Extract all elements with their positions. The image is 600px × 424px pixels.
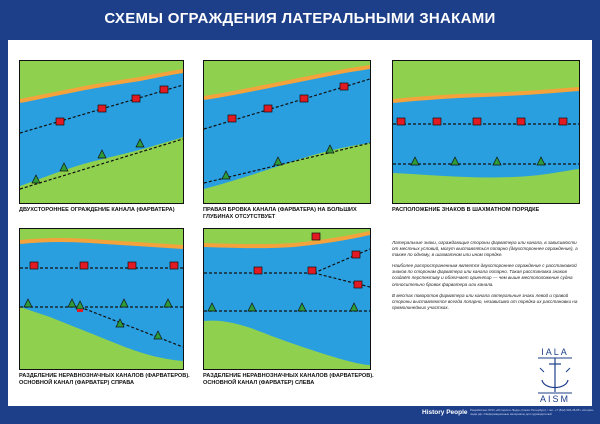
- port-buoy: [517, 118, 525, 125]
- starboard-buoy: [154, 331, 162, 339]
- description-paragraph: Латеральные знаки, ограждающие стороны фарватера или канала, в зависимости от местных условий, могут выставляться попарно (двухстороннее ограждение), а также по одному, в шахматном или ином порядке.: [392, 240, 578, 258]
- starboard-buoy: [136, 139, 144, 147]
- starboard-buoy: [274, 157, 282, 165]
- preferred-channel-mark: [76, 301, 84, 312]
- port-buoy: [312, 233, 320, 240]
- scheme-right-edge-absent: [203, 60, 371, 204]
- port-buoy: [308, 267, 316, 274]
- port-buoy: [397, 118, 405, 125]
- logo-top-text: IALA: [541, 347, 569, 357]
- starboard-buoy: [60, 163, 68, 171]
- starboard-buoy: [98, 150, 106, 158]
- description-paragraph: В местах поворотов фарватера или канала латеральные знаки левой и правой стороны выставляются всегда попарно, независимо от порядка их расстановки на прямолинейных участках.: [392, 292, 578, 310]
- starboard-buoy: [411, 157, 419, 165]
- starboard-buoy: [326, 145, 334, 153]
- scheme-caption: РАЗДЕЛЕНИЕ НЕРАВНОЗНАЧНЫХ КАНАЛОВ (ФАРВАТЕРОВ). ОСНОВНОЙ КАНАЛ (ФАРВАТЕР) СПРАВА: [19, 373, 190, 386]
- scheme-two-sided: [19, 60, 184, 204]
- starboard-buoy: [24, 299, 32, 307]
- starboard-buoy: [493, 157, 501, 165]
- starboard-buoy: [451, 157, 459, 165]
- iala-logo: [530, 346, 580, 404]
- port-buoy: [254, 267, 262, 274]
- page-title: СХЕМЫ ОГРАЖДЕНИЯ ЛАТЕРАЛЬНЫМИ ЗНАКАМИ: [104, 10, 496, 27]
- scheme-split-main-right: [19, 228, 184, 370]
- starboard-buoy: [164, 299, 172, 307]
- starboard-buoy: [120, 299, 128, 307]
- scheme-caption: ПРАВАЯ БРОВКА КАНАЛА (ФАРВАТЕРА) НА БОЛЬШИХ ГЛУБИНАХ ОТСУТСТВУЕТ: [203, 207, 357, 220]
- port-buoy: [340, 83, 348, 90]
- scheme-caption: ДВУХСТОРОННЕЕ ОГРАЖДЕНИЕ КАНАЛА (ФАРВАТЕРА): [19, 207, 175, 213]
- port-buoy: [30, 262, 38, 269]
- starboard-buoy: [248, 303, 256, 311]
- starboard-buoy: [298, 303, 306, 311]
- port-buoy: [160, 86, 168, 93]
- port-buoy: [170, 262, 178, 269]
- scheme-caption: РАСПОЛОЖЕНИЕ ЗНАКОВ В ШАХМАТНОМ ПОРЯДКЕ: [392, 207, 540, 213]
- starboard-buoy: [68, 299, 76, 307]
- port-buoy: [352, 251, 360, 258]
- port-buoy: [473, 118, 481, 125]
- scheme-split-main-left: [203, 228, 371, 370]
- port-buoy: [80, 262, 88, 269]
- brand-name: History People: [422, 409, 468, 416]
- port-buoy: [264, 105, 272, 112]
- description-block: [392, 240, 582, 316]
- starboard-buoy: [350, 303, 358, 311]
- starboard-buoy: [222, 171, 230, 179]
- description-paragraph: Наиболее распространенным является двухстороннее ограждение с расстановкой знаков по сторонам фарватера или канала попарно. Такая расстановка знаков создаёт перспективу и облегчает ориентир — чем выше местоположение судна относительно бровок фарватера или канала.: [392, 263, 577, 287]
- scheme-caption: РАЗДЕЛЕНИЕ НЕРАВНОЗНАЧНЫХ КАНАЛОВ (ФАРВАТЕРОВ). ОСНОВНОЙ КАНАЛ (ФАРВАТЕР) СЛЕВА: [203, 373, 374, 386]
- port-buoy: [98, 105, 106, 112]
- starboard-buoy: [32, 175, 40, 183]
- port-buoy: [132, 95, 140, 102]
- scheme-staggered: [392, 60, 580, 204]
- port-buoy: [559, 118, 567, 125]
- logo-bottom-text: AISM: [539, 394, 571, 404]
- starboard-buoy: [208, 303, 216, 311]
- port-buoy: [228, 115, 236, 122]
- port-buoy: [433, 118, 441, 125]
- port-buoy: [354, 281, 362, 288]
- port-buoy: [128, 262, 136, 269]
- port-buoy: [300, 95, 308, 102]
- footer-credit: Разработано ООО «История и Люди» (Санкт-Петербург) • тел. +7 (812) 334-45-65 • история-люди.рф • Информационные материалы для судоводителей: [470, 408, 594, 416]
- starboard-buoy: [537, 157, 545, 165]
- port-buoy: [56, 118, 64, 125]
